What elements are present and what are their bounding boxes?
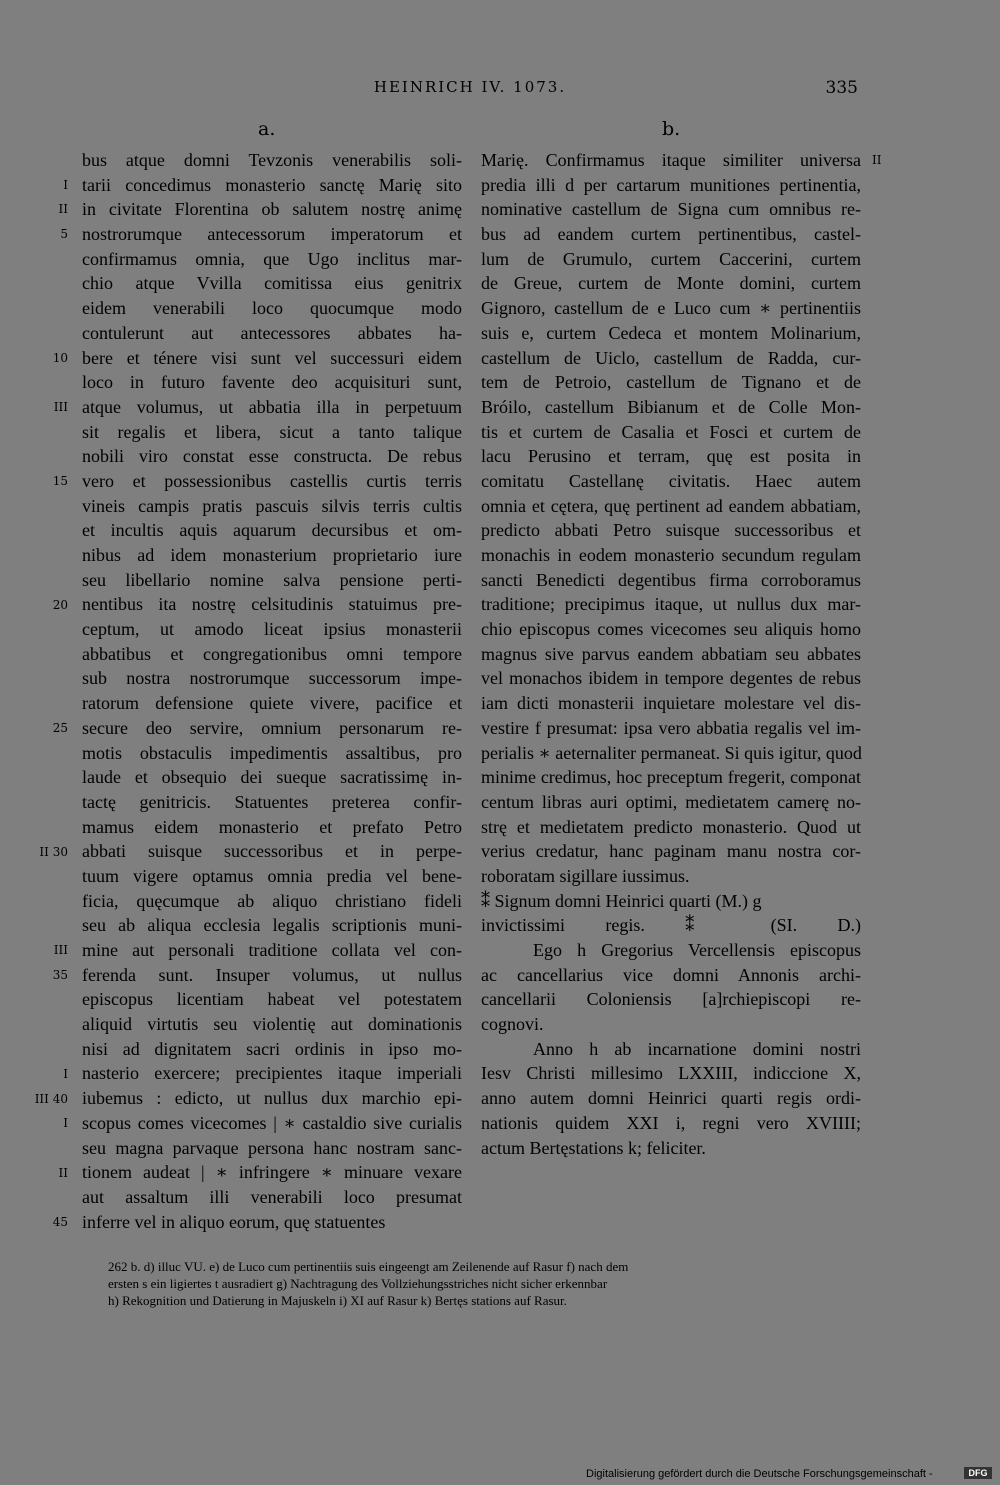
- text-line: eidem venerabili loco quocumque modo: [82, 298, 462, 319]
- line-number: I: [63, 1116, 68, 1131]
- line-number: III: [53, 400, 68, 414]
- text-line: centum libras auri optimi, medietatem camerę no-: [481, 791, 861, 812]
- text-line: scopus comes vicecomes | ∗ castaldio sive curialis: [82, 1112, 462, 1133]
- text-line: ratorum defensione quiete vivere, pacifice et: [82, 693, 462, 714]
- line-number: 5: [60, 227, 68, 242]
- text-line: et incultis aquis aquarum decursibus et om-: [82, 520, 462, 541]
- text-line: invictissimi regis. ⁑ (SI. D.): [481, 915, 861, 936]
- line-number: 35: [52, 968, 68, 983]
- line-number: III 40: [34, 1091, 68, 1106]
- text-line: vineis campis pratis pascuis silvis terris cultis: [82, 495, 462, 516]
- text-line: sub nostra nostrorumque successorum impe-: [82, 668, 462, 689]
- text-line: iubemus : edicto, ut nullus dux marchio epi-: [82, 1088, 462, 1109]
- text-line: roboratam sigillare iussimus.: [481, 865, 690, 886]
- line-number: 10: [52, 350, 68, 365]
- line-number: 15: [52, 474, 68, 489]
- text-line: abbatibus et congregationibus omni tempore: [82, 643, 462, 664]
- text-line: ceptum, ut amodo liceat ipsius monasterii: [82, 619, 462, 640]
- text-line: chio episcopus comes vicecomes seu aliquis homo: [481, 619, 861, 640]
- text-line: verius credatur, hanc paginam manu nostra cor-: [481, 841, 861, 862]
- text-line: seu ab aliqua ecclesia legalis scriptionis muni-: [82, 915, 462, 936]
- running-title: HEINRICH IV. 1073.: [373, 78, 567, 96]
- text-line: cognovi.: [481, 1014, 544, 1035]
- line-number: 25: [52, 721, 68, 736]
- text-line: inferre vel in aliquo eorum, quę statuentes: [82, 1211, 386, 1232]
- text-line: monachis in eodem monasterio secundum regulam: [481, 545, 861, 565]
- text-line: mamus eidem monasterio et prefato Petro: [82, 816, 462, 837]
- line-number: 45: [52, 1215, 68, 1230]
- line-number: II: [872, 153, 882, 167]
- text-line: castellum de Uiclo, castellum de Radda, cur-: [481, 347, 861, 368]
- text-line: laude et obsequio dei sueque sacratissimę in-: [82, 767, 462, 788]
- text-line: contulerunt aut antecessores abbates ha-: [82, 322, 462, 343]
- line-number: II: [58, 1165, 68, 1180]
- text-line: bus atque domni Tevzonis venerabilis soli-: [82, 150, 462, 170]
- page-header: [82, 78, 858, 102]
- text-line: loco in futuro favente deo acquisituri sunt,: [82, 372, 462, 393]
- text-line: sancti Benedicti degentibus firma corroboramus: [481, 569, 861, 590]
- text-line: nobili viro constat esse constructa. De rebus: [82, 446, 462, 467]
- text-line: nostrorumque antecessorum imperatorum et: [82, 224, 462, 245]
- text-line: tuum vigere optamus omnia predia vel bene-: [82, 865, 462, 886]
- text-line: tarii concedimus monasterio sanctę Marię sito: [82, 174, 462, 195]
- text-line: suis e, curtem Cedeca et montem Molinarium,: [481, 322, 861, 343]
- text-line: bere et ténere visi sunt vel successuri eidem: [82, 347, 462, 368]
- text-line: Bróilo, castellum Bibianum et de Colle Mon-: [481, 396, 861, 417]
- column-b-text: [481, 148, 861, 1160]
- text-line: Anno h ab incarnatione domini nostri: [533, 1038, 861, 1059]
- text-line: nibus ad idem monasterium proprietario iure: [82, 545, 462, 565]
- column-a-heading: a.: [258, 118, 276, 140]
- text-line: Iesv Christi millesimo LXXIII, indiccione X,: [481, 1063, 861, 1084]
- text-line: predia illi d per cartarum munitiones pertinentia,: [481, 174, 861, 195]
- text-line: seu magna parvaque persona hanc nostram sanc-: [82, 1137, 462, 1158]
- line-number: I: [63, 177, 68, 192]
- line-number: II: [58, 202, 68, 217]
- text-line: tionem audeat | ∗ infringere ∗ minuare vexare: [82, 1162, 462, 1183]
- text-line: sit regalis et libera, sicut a tanto talique: [82, 421, 462, 442]
- line-number: III: [53, 943, 68, 958]
- text-line: minime credimus, hoc preceptum fregerit, componat: [481, 767, 861, 788]
- line-number: I: [63, 1066, 68, 1081]
- text-line: in civitate Florentina ob salutem nostrę animę: [82, 199, 462, 220]
- text-line: cancellarii Coloniensis [a]rchiepiscopi re-: [481, 989, 861, 1010]
- text-line: perialis ∗ aeternaliter permaneat. Si quis igitur, quod: [481, 742, 862, 763]
- digitization-credit: Digitalisierung gefördert durch die Deutsche Forschungsgemeinschaft -: [586, 1468, 933, 1480]
- text-line: nentibus ita nostrę celsitudinis statuimus pre-: [82, 594, 462, 615]
- text-line: abbati suisque successoribus et in perpe-: [82, 841, 462, 862]
- line-number: 20: [52, 597, 68, 612]
- text-line: magnus sive parvus eandem abbatiam seu abbates: [481, 643, 861, 664]
- text-line: tem de Petroio, castellum de Tignano et de: [481, 372, 861, 393]
- text-line: aliquid virtutis seu violentię aut dominationis: [82, 1014, 462, 1035]
- text-line: ⁑ Signum domni Heinrici quarti (M.) g: [481, 890, 762, 911]
- footnotes: [108, 1258, 860, 1309]
- text-line: ficia, quęcumque ab aliquo christiano fideli: [82, 890, 462, 911]
- text-line: episcopus licentiam habeat vel potestatem: [82, 989, 462, 1010]
- dfg-logo: DFG: [964, 1467, 992, 1479]
- text-line: bus ad eandem curtem pertinentibus, castel-: [481, 224, 861, 245]
- text-line: aut assaltum illi venerabili loco presumat: [82, 1186, 462, 1207]
- text-line: de Greue, curtem de Monte domini, curtem: [481, 273, 861, 294]
- text-line: vero et possessionibus castellis curtis terris: [82, 470, 462, 491]
- text-line: vestire f presumat: ipsa vero abbatia regalis vel im-: [481, 717, 861, 738]
- line-number: II 30: [39, 844, 68, 859]
- footnote-line: ersten s ein ligiertes t ausradiert g) Nachtragung des Vollziehungsstriches nicht sicher erkennbar: [108, 1276, 608, 1291]
- text-line: vel monachos ibidem in tempore degentes de rebus: [481, 668, 861, 689]
- text-line: seu libellario nomine salva pensione perti-: [82, 569, 462, 590]
- text-line: ferenda sunt. Insuper volumus, ut nullus: [82, 964, 462, 985]
- text-line: tactę genitricis. Statuentes preterea confir-: [82, 791, 462, 812]
- column-b-heading: b.: [662, 118, 681, 140]
- text-line: Ego h Gregorius Vercellensis episcopus: [533, 940, 861, 960]
- text-line: tis et curtem de Casalia et Fosci et curtem de: [481, 421, 861, 442]
- text-line: omnia et cętera, quę pertinent ad eandem abbatiam,: [481, 495, 861, 516]
- text-line: traditione; precipimus itaque, ut nullus dux mar-: [481, 594, 861, 615]
- text-line: confirmamus omnia, que Ugo inclitus mar-: [82, 248, 462, 269]
- text-line: nisi ad dignitatem sacri ordinis in ipso mo-: [82, 1038, 462, 1059]
- text-line: atque volumus, ut abbatia illa in perpetuum: [82, 396, 462, 417]
- text-line: comitatu Castellanę civitatis. Haec autem: [481, 470, 861, 491]
- column-a-text: [82, 148, 462, 1234]
- text-line: iam dicti monasterii inquietare molestare vel dis-: [481, 693, 861, 714]
- text-line: ac cancellarius vice domni Annonis archi-: [481, 964, 861, 985]
- text-line: chio atque Vvilla comitissa eius genitrix: [82, 273, 462, 294]
- text-line: motis obstaculis impedimentis assaltibus, pro: [82, 742, 462, 763]
- page-number: 335: [825, 78, 858, 98]
- text-line: Marię. Confirmamus itaque similiter universa: [481, 150, 861, 170]
- text-line: strę et medietatem predicto monasterio. Quod ut: [481, 816, 861, 837]
- text-line: lacu Perusino et terram, quę est posita in: [481, 446, 861, 467]
- text-line: mine aut personali traditione collata vel con-: [82, 940, 462, 960]
- text-line: actum Bertęstations k; feliciter.: [481, 1137, 706, 1158]
- text-line: nominative castellum de Signa cum omnibus re-: [481, 199, 861, 220]
- text-line: Gignoro, castellum de e Luco cum ∗ pertinentiis: [481, 298, 861, 319]
- footnote-line: h) Rekognition und Datierung in Majuskeln i) XI auf Rasur k) Bertęs stations auf Rasur.: [108, 1293, 567, 1308]
- text-line: anno autem domni Heinrici quarti regis ordi-: [481, 1088, 861, 1109]
- text-line: lum de Grumulo, curtem Caccerini, curtem: [481, 248, 861, 269]
- text-line: predicto abbati Petro suisque successoribus et: [481, 520, 861, 541]
- text-line: nationis quidem XXI i, regni vero XVIIII;: [481, 1112, 861, 1133]
- footnote-line: 262 b. d) illuc VU. e) de Luco cum pertinentiis suis eingeengt am Zeilenende auf Rasur f) nach dem: [108, 1259, 629, 1274]
- text-line: secure deo servire, omnium personarum re-: [82, 717, 462, 738]
- text-line: nasterio exercere; precipientes itaque imperiali: [82, 1063, 462, 1084]
